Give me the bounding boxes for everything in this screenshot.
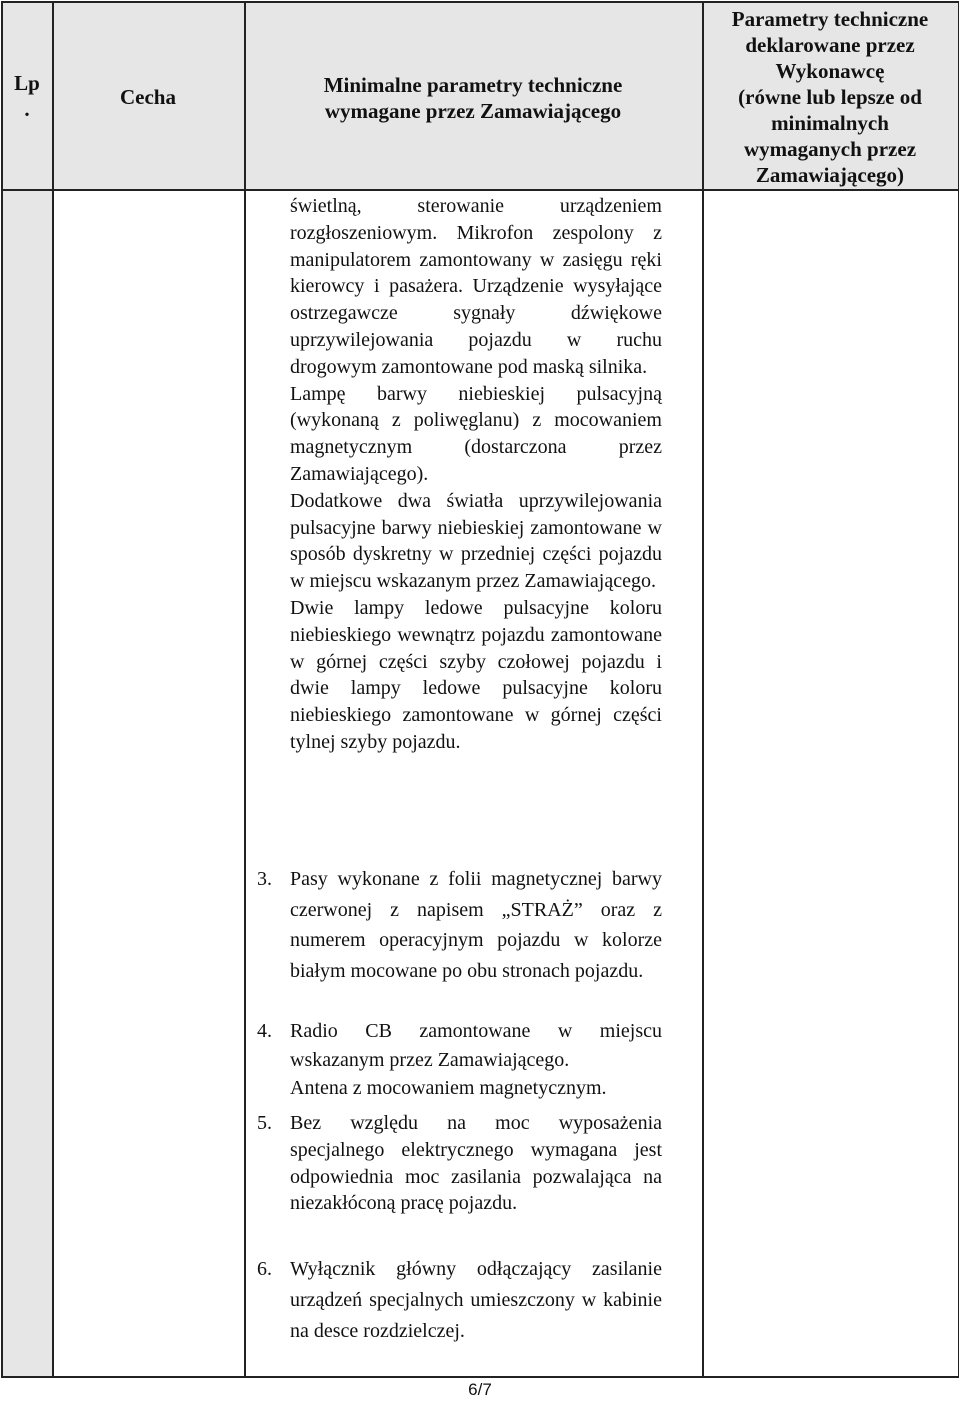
header-lp: Lp . <box>14 71 40 121</box>
continuation-paragraph: świetlną, sterowanie urządzeniem rozgłoszeniowym. Mikrofon zespolony z manipulatorem zamontowany w zasięgu ręki kierowcy i pasażera. Urządzenie wysyłające ostrzegawcze sygnały dźwiękowe uprzywilejowania pojazdu w ruchu drogowym zamontowane pod maską silnika. <box>290 195 662 378</box>
list-item <box>257 864 662 986</box>
table-left-border <box>1 1 3 1378</box>
continuation-text <box>290 193 662 756</box>
lp-column-shade <box>2 2 52 1377</box>
item-number: 3. <box>257 868 272 890</box>
list-item <box>257 1254 662 1346</box>
page-number: 6/7 <box>468 1380 492 1399</box>
cecha-column-divider <box>244 1 246 1378</box>
header-min-params: Minimalne parametry techniczne wymagane przez Zamawiającego <box>323 73 623 123</box>
item-text: Bez względu na moc wyposażenia specjalnego elektrycznego wymagana jest odpowiednia moc zasilania pozwalająca na niezakłóconą pracę pojazdu. <box>290 1112 662 1215</box>
table-right-border <box>958 1 960 1378</box>
continuation-paragraph: Dwie lampy ledowe pulsacyjne koloru niebieskiego wewnątrz pojazdu zamontowane w górnej części szyby czołowej pojazdu i dwie lampy ledowe pulsacyjne koloru niebieskiego zamontowane w górnej części tylnej szyby pojazdu. <box>290 596 662 753</box>
list-item <box>257 1017 662 1103</box>
table-bottom-border <box>1 1376 959 1378</box>
header-cecha: Cecha <box>120 85 176 109</box>
header-bottom-border <box>1 189 959 191</box>
item-number: 5. <box>257 1112 272 1134</box>
item-text: Antena z mocowaniem magnetycznym. <box>290 1077 607 1099</box>
continuation-paragraph: Lampę barwy niebieskiej pulsacyjną (wykonaną z poliwęglanu) z mocowaniem magnetycznym (dostarczona przez Zamawiającego). <box>290 382 662 485</box>
lp-column-divider <box>52 1 54 1378</box>
item-number: 4. <box>257 1020 272 1042</box>
list-item <box>257 1110 662 1217</box>
item-number: 6. <box>257 1258 272 1280</box>
header-declared-params: Parametry techniczne deklarowane przez Wykonawcę (równe lub lepsze od minimalnych wymaganych przez Zamawiającego) <box>731 7 929 187</box>
continuation-paragraph: Dodatkowe dwa światła uprzywilejowania pulsacyjne barwy niebieskiej zamontowane w sposób dyskretny w przedniej części pojazdu w miejscu wskazanym przez Zamawiającego. <box>290 489 662 593</box>
min-params-column-divider <box>702 1 704 1378</box>
table-top-border <box>1 1 959 3</box>
item-text: Radio CB zamontowane w miejscu wskazanym przez Zamawiającego. <box>290 1020 662 1071</box>
item-text: Wyłącznik główny odłączający zasilanie urządzeń specjalnych umieszczony w kabinie na desce rozdzielczej. <box>290 1258 662 1342</box>
item-text: Pasy wykonane z folii magnetycznej barwy czerwonej z napisem „STRAŻ” oraz z numerem operacyjnym pojazdu w kolorze białym mocowane po obu stronach pojazdu. <box>290 868 662 982</box>
